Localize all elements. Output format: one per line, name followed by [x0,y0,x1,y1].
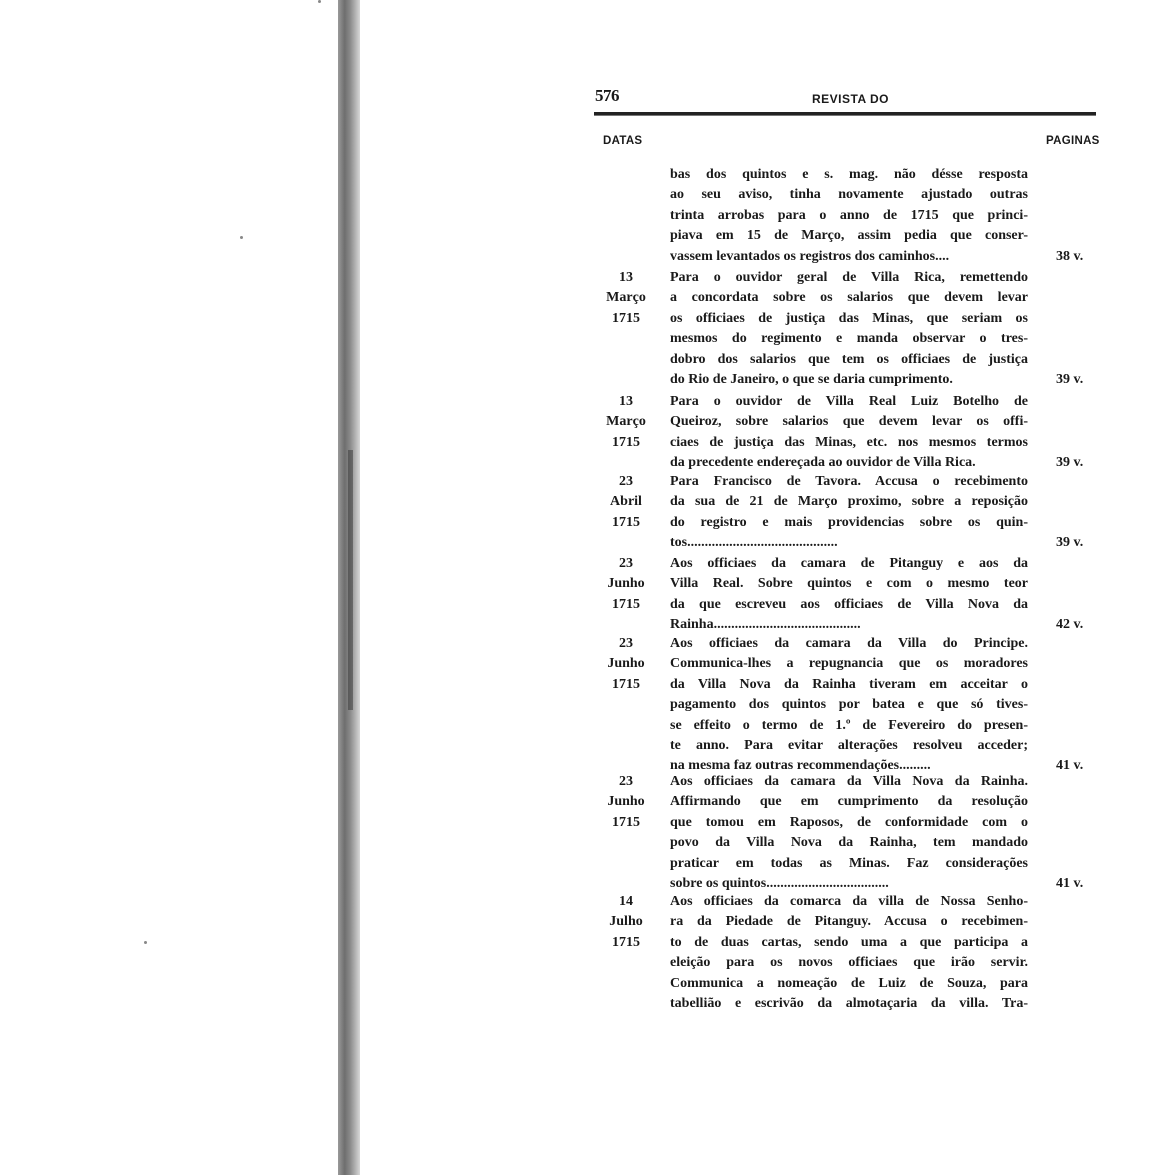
page-reference: 41 v. [1056,876,1084,891]
entry-date [598,554,654,615]
entry-text [670,892,1028,1014]
date-month: Junho [607,576,645,592]
date-month: Julho [609,914,643,930]
entry-line: a concordata sobre os salarios que devem levar [670,290,1028,306]
entry-line: Communica a nomeação de Luiz de Souza, para [670,975,1028,991]
entry-line: os officiaes de justiça das Minas, que seriam os [670,310,1028,326]
entry-line: na mesma faz outras recommendações......... [670,758,931,774]
date-month: Março [606,290,646,306]
date-day: 23 [619,474,633,489]
entry-date [598,472,654,533]
entry-line: praticar em todas as Minas. Faz considerações [670,855,1028,871]
entry-line: ao seu aviso, tinha novamente ajustado outras [670,187,1028,203]
entry-text [670,772,1028,894]
entry-line: da sua de 21 de Março proximo, sobre a reposição [670,494,1028,510]
column-heading-dates: DATAS [603,135,643,147]
page-reference: 42 v. [1056,617,1084,633]
date-year: 1715 [612,310,640,326]
entry-line: Queiroz, sobre salarios que devem levar os offi- [670,414,1028,430]
column-heading-pages: PAGINAS [1046,135,1100,147]
date-month: Junho [607,794,645,810]
scan-speck [318,0,321,3]
date-day: 14 [619,894,633,909]
entry-line: tabellião e escrivão da almotaçaria da villa. Tra- [670,996,1028,1012]
entry-line: da que escreveu aos officiaes de Villa Nova da [670,596,1028,612]
entry-date [598,772,654,833]
entry-text [670,554,1028,636]
entry-line: Affirmando que em cumprimento da resolução [670,794,1028,810]
date-month: Abril [610,494,642,510]
entry-date [598,392,654,453]
entry-line: tos........................................... [670,535,838,551]
binding-shadow [348,450,353,710]
date-year: 1715 [612,596,640,612]
entry-line: Para o ouvidor de Villa Real Luiz Botelho de [670,394,1028,409]
entry-line: pagamento dos quintos por batea e que só tives- [670,697,1028,713]
entry-date [598,268,654,329]
entry-line: piava em 15 de Março, assim pedia que conser- [670,228,1028,244]
entry-line: da precedente endereçada ao ouvidor de Villa Rica. [670,455,976,471]
entry-line: Aos officiaes da camara da Villa Nova da Rainha. [670,774,1028,789]
entry-line: to de duas cartas, sendo uma a que participa a [670,934,1028,950]
entry-line: Villa Real. Sobre quintos e com o mesmo teor [670,576,1028,592]
entry-line: eleição para os novos officiaes que irão servir. [670,955,1028,971]
date-year: 1715 [612,514,640,530]
entry-line: que tomou em Raposos, de conformidade com o [670,814,1028,830]
date-year: 1715 [612,814,640,830]
page-reference: 39 v. [1056,372,1084,387]
entry-text [670,472,1028,554]
page-reference: 38 v. [1056,248,1084,264]
entry-text [670,392,1028,474]
entry-line: Para Francisco de Tavora. Accusa o recebimento [670,474,1028,489]
page-reference: 39 v. [1056,455,1084,471]
entry-text [670,634,1028,777]
date-day: 13 [619,394,633,409]
entry-line: te anno. Para evitar alterações resolveu acceder; [670,738,1028,754]
entry-line: do Rio de Janeiro, o que se daria cumprimento. [670,372,953,388]
entry-text [670,165,1028,267]
entry-line: bas dos quintos e s. mag. não désse resposta [670,167,1028,182]
scan-speck [240,236,243,239]
running-head: REVISTA DO [812,92,890,106]
entry-line: Para o ouvidor geral de Villa Rica, remettendo [670,270,1028,285]
entry-line: ciaes de justiça das Minas, etc. nos mesmos termos [670,434,1028,450]
entry-line: Aos officiaes da camara da Villa do Principe. [670,636,1028,651]
entry-line: do registro e mais providencias sobre os quin- [670,514,1028,530]
page-number: 576 [595,86,619,105]
entry-line: sobre os quintos................................... [670,876,889,892]
entry-line: Communica-lhes a repugnancia que os moradores [670,656,1028,672]
entry-line: dobro dos salarios que tem os officiaes de justiça [670,351,1028,367]
header-rule [594,112,1096,116]
entry-date [598,634,654,695]
entry-line: vassem levantados os registros dos caminhos.... [670,248,950,264]
date-day: 13 [619,270,633,285]
entry-line: povo da Villa Nova da Rainha, tem mandado [670,835,1028,851]
date-year: 1715 [612,934,640,950]
entry-line: ra da Piedade de Pitanguy. Accusa o recebimen- [670,914,1028,930]
entry-date [598,892,654,953]
entry-line: Aos officiaes da camara de Pitanguy e aos da [670,556,1028,571]
entry-line: Aos officiaes da comarca da villa de Nossa Senho- [670,894,1028,909]
date-day: 23 [619,636,633,651]
date-year: 1715 [612,676,640,692]
entry-line: se effeito o termo de 1.º de Fevereiro do presen- [670,717,1028,733]
date-day: 23 [619,556,633,571]
page-reference: 41 v. [1056,758,1084,774]
entry-text [670,268,1028,390]
date-year: 1715 [612,434,640,450]
entry-line: trinta arrobas para o anno de 1715 que princi- [670,207,1028,223]
date-month: Junho [607,656,645,672]
date-day: 23 [619,774,633,789]
entry-line: mesmos do regimento e manda observar o tres- [670,331,1028,347]
scan-speck [144,941,147,944]
date-month: Março [606,414,646,430]
entry-line: da Villa Nova da Rainha tiveram em acceitar o [670,676,1028,692]
entry-line: Rainha.......................................... [670,617,861,633]
page-reference: 39 v. [1056,535,1084,551]
